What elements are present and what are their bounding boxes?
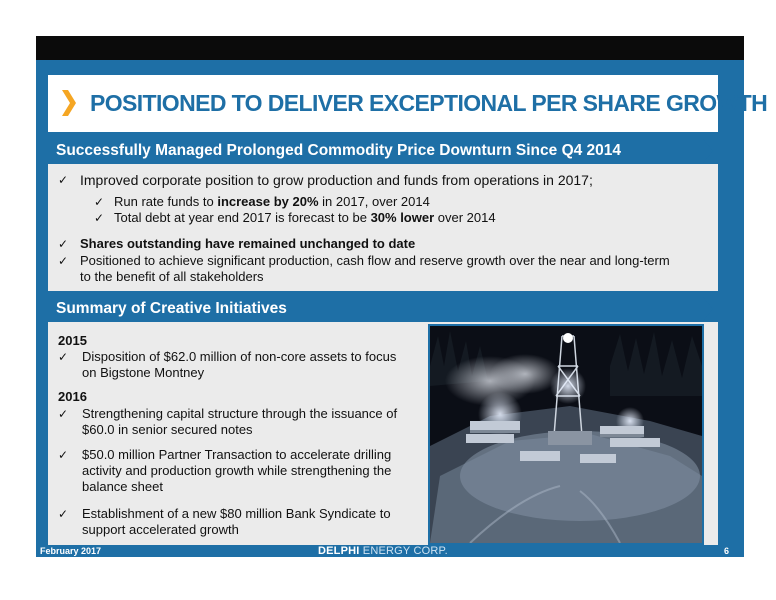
section-heading: Successfully Managed Prolonged Commodity Price Downturn Since Q4 2014 [56,142,622,159]
check-icon: ✓ [58,448,69,462]
bullet-item: ✓ Positioned to achieve significant production, cash flow and reserve growth over the near and long-term to the benefit of all stakeholders [58,253,670,284]
bullet-item: ✓ Improved corporate position to grow production and funds from operations in 2017; [58,172,593,188]
bullet-item: ✓ Shares outstanding have remained unchanged to date [58,236,416,251]
year-label: 2015 [58,333,87,348]
check-icon: ✓ [58,407,69,421]
company-logo: DELPHI ENERGY CORP. [318,545,448,557]
bullet-item: ✓ Establishment of a new $80 million Bank Syndicate to support accelerated growth [58,506,391,537]
sub-bullet-item: ✓ Total debt at year end 2017 is forecast to be 30% lower over 2014 [94,210,496,225]
top-black-bar [36,36,744,60]
sub-bullet-item: ✓ Run rate funds to increase by 20% in 2017, over 2014 [94,194,430,209]
check-icon: ✓ [58,173,69,187]
page-title: POSITIONED TO DELIVER EXCEPTIONAL PER SHARE GROWTH [90,90,768,116]
check-icon: ✓ [58,350,69,364]
footer-date: February 2017 [40,546,102,556]
check-icon: ✓ [94,211,105,225]
section-heading-bar [40,139,703,163]
section-heading: Summary of Creative Initiatives [56,300,287,317]
bullet-item: ✓ Strengthening capital structure through the issuance of $60.0 in senior secured notes [58,406,398,437]
check-icon: ✓ [58,507,69,521]
check-icon: ✓ [58,237,69,251]
check-icon: ✓ [58,254,69,268]
check-icon: ✓ [94,195,105,209]
bullet-item: ✓ Disposition of $62.0 million of non-core assets to focus on Bigstone Montney [58,349,397,380]
drilling-rig-illustration [430,326,702,543]
chevron-right-icon [60,90,76,116]
page-number: 6 [724,546,730,556]
year-label: 2016 [58,389,87,404]
bullet-item: ✓ $50.0 million Partner Transaction to accelerate drilling activity and production growth while strengthening the balance sheet [58,447,392,494]
drilling-rig-photo [428,324,704,545]
section-heading-bar [40,297,703,321]
